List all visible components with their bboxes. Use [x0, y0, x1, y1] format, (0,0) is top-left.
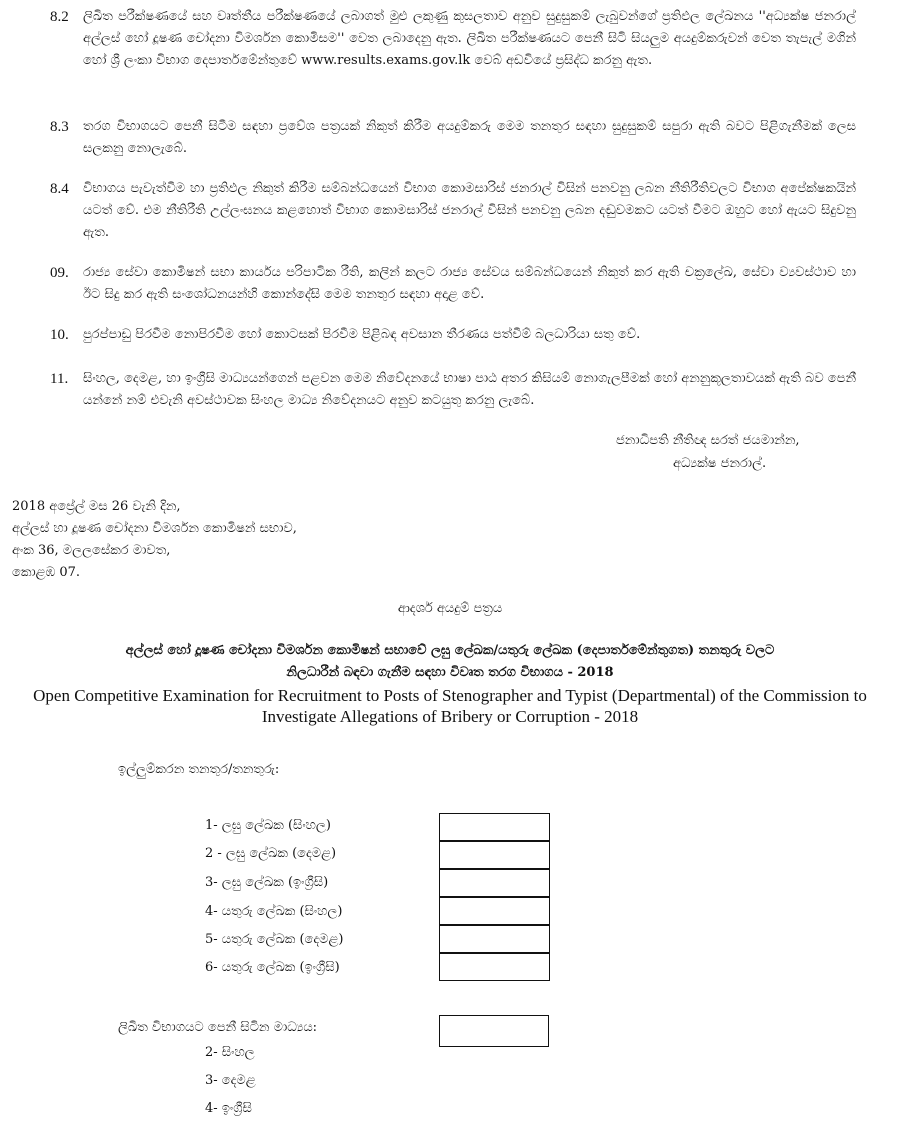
- address-line: කොළඹ 07.: [12, 565, 81, 580]
- clause-text: විභාගය පැවැත්වීම හා ප්‍රතිඵල නිකුත් කිරීම සම්බන්ධයෙන් විභාග කොමසාරිස් ජනරාල් විසින් පනවනු ලබන නීතිරීතිවලට විභාග අපේක්ෂකයින් යටත් වේ. එම නීතිරීති උල්ලංඝනය කළහොත් විභාග කොමසාරිස් ජනරාල් විසින් පනවනු ලබන දඬුවමකට යටත් වීමට ඔහුට හෝ ඇයට සිදුවනු ඇත.: [83, 181, 856, 240]
- address-line: අල්ලස් හා දූෂණ චෝදනා විමර්ශන කොමිෂන් සභාව,: [12, 521, 297, 536]
- form-heading: ආදර්ශ අයදුම් පත්‍රය: [397, 601, 503, 616]
- post-6-box[interactable]: [439, 953, 550, 981]
- post-4-box[interactable]: [439, 897, 550, 925]
- post-option-label: 3- ලඝු ලේඛක (ඉංග්‍රීසි): [205, 875, 329, 890]
- address-line: 2018 අප්‍රේල් මස 26 වැනි දින,: [12, 499, 181, 514]
- signatory-designation: අධ්‍යක්ෂ ජනරාල්.: [673, 456, 767, 471]
- clause-number: 10.: [50, 327, 69, 343]
- address-block: [12, 496, 297, 584]
- clause-number: 11.: [50, 371, 69, 387]
- clause-number: 8.4: [50, 181, 69, 197]
- clause-number: 09.: [50, 265, 69, 281]
- clause-number: 8.2: [50, 9, 69, 25]
- form-title-sinhala-line-1: අල්ලස් හෝ දූෂණ චෝදනා විමර්ශන කොමිෂන් සභාවේ ලඝු ලේඛක/යතුරු ලේඛක (දෙපාර්තමේන්තුගත) තනතුරු වලට: [125, 643, 775, 658]
- clause-number: 8.3: [50, 119, 69, 135]
- clause-text: රාජ්‍ය සේවා කොමිෂන් සභා කාර්යය පරිපාටික රීති, කලින් කලට රාජ්‍ය සේවය සම්බන්ධයෙන් නිකුත් කර ඇති චක්‍රලේඛ, සේවා ව්‍යවස්ථාව හා ඊට සිදු කර ඇති සංශෝධනයන්හි කොන්දේසි මෙම තනතුර සඳහා අදාළ වේ.: [83, 265, 856, 302]
- medium-option-label: 3- දෙමළ: [205, 1073, 256, 1088]
- post-2-box[interactable]: [439, 841, 550, 869]
- post-option-label: 4- යතුරු ලේඛක (සිංහල): [205, 904, 343, 919]
- form-title-english-line-1: Open Competitive Examination for Recruitment to Posts of Stenographer and Typist (Departmental) of the Commission to: [33, 686, 867, 705]
- medium-label: ලිඛිත විභාගයට පෙනී සිටින මාධ්‍යය:: [118, 1020, 318, 1035]
- signatory-name: ජනාධිපති නීතිඥ සරත් ජයමාන්න,: [616, 433, 800, 448]
- medium-option-label: 2- සිංහල: [205, 1045, 255, 1060]
- medium-box[interactable]: [439, 1015, 549, 1047]
- post-option-label: 1- ලඝු ලේඛක (සිංහල): [205, 818, 331, 833]
- post-3-box[interactable]: [439, 869, 550, 897]
- address-line: අංක 36, මලලසේකර මාවත,: [12, 543, 171, 558]
- clause-text: සිංහල, දෙමළ, හා ඉංග්‍රීසි මාධ්‍යයන්ගෙන් පළවන මෙම නිවේදනයේ භාෂා පාඨ අතර කිසියම් නොගැලපීමක් හෝ අනනුකූලතාවයක් ඇති බව පෙනී යන්නේ නම් එවැනි අවස්ථාවක සිංහල මාධ්‍ය නිවේදනයට අනුව කටයුතු කරනු ලැබේ.: [83, 371, 857, 408]
- medium-option-label: 4- ඉංග්‍රීසි: [205, 1101, 252, 1116]
- post-option-label: 5- යතුරු ලේඛක (දෙමළ): [205, 932, 344, 947]
- form-title-english-line-2: Investigate Allegations of Bribery or Corruption - 2018: [261, 707, 639, 726]
- post-option-label: 2 - ලඝු ලේඛක (දෙමළ): [205, 846, 337, 861]
- clause-text: ලිඛිත පරීක්ෂණයේ සහ වෘත්තීය පරීක්ෂණයේ ලබාගත් මුළු ලකුණු කුසලතාව අනුව සුදුසුකම් ලැබුවන්ගේ ප්‍රතිඵල ලේඛනය ''අධ්‍යක්ෂ ජනරාල් අල්ලස් හෝ දූෂණ චෝදනා විමර්ශන කොමිසම'' වෙත ලබාදෙනු ඇත. ලිඛිත පරීක්ෂණයට පෙනී සිටි සියලුම අයදුම්කරුවන් වෙත තැපැල් මගින් හෝ ශ්‍රී ලංකා විභාග දෙපාර්තමේන්තුවේ www.results.exams.gov.lk වෙබ් අඩවියේ ප්‍රසිද්ධ කරනු ඇත.: [83, 9, 856, 68]
- post-5-box[interactable]: [439, 925, 550, 953]
- clause-text: පුරප්පාඩු පිරවීම නොපිරවීම හෝ කොටසක් පිරවීම පිළිබඳ අවසාන තීරණය පත්වීම් බලධාරියා සතු වේ.: [83, 327, 641, 342]
- posts-label: ඉල්ලුම්කරන තනතුර/තනතුරු:: [118, 762, 280, 777]
- post-1-box[interactable]: [439, 813, 550, 841]
- form-title-sinhala-line-2: නිලධාරීන් බඳවා ගැනීම සඳහා විවෘත තරග විභාගය - 2018: [286, 665, 614, 680]
- clause-text: තරග විභාගයට පෙනී සිටීම සඳහා ප්‍රවේශ පත්‍රයක් නිකුත් කිරීම අයදුම්කරු මෙම තනතුර සඳහා සුදුසුකම් සපුරා ඇති බවට පිළිගැනීමක් ලෙස සලකනු නොලැබේ.: [83, 119, 856, 156]
- post-option-label: 6- යතුරු ලේඛක (ඉංග්‍රීසි): [205, 960, 340, 975]
